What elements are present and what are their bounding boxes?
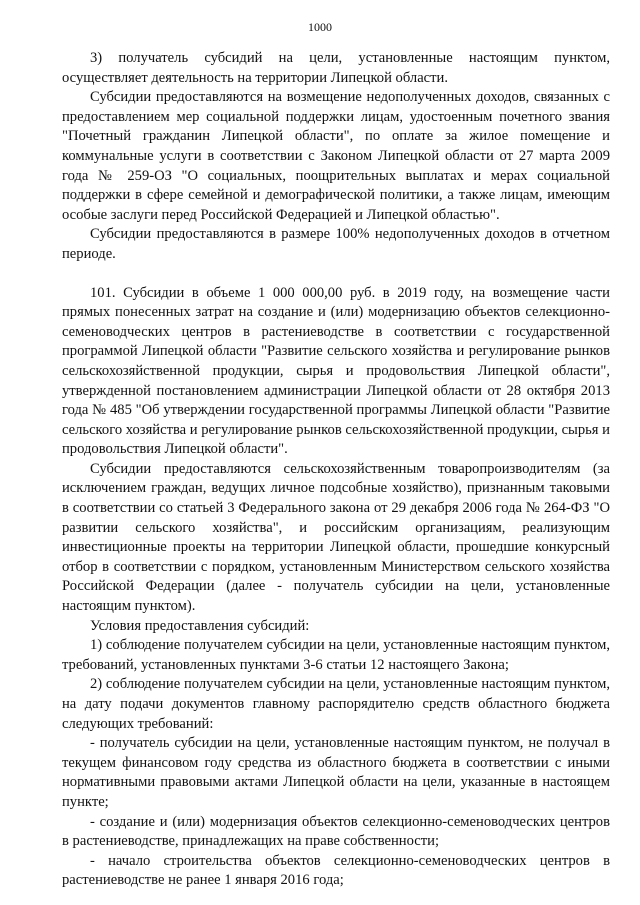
paragraph-recipient-territory: 3) получатель субсидий на цели, установленные настоящим пунктом, осуществляет деятельность на территории Липецкой области.	[62, 50, 610, 86]
paragraph-requirement-no-funds: - получатель субсидии на цели, установленные настоящим пунктом, не получал в текущем финансовом году средства из областного бюджета в соответствии с иными нормативными правовыми актами Липецкой области на цели, указанные в настоящем пункте;	[62, 735, 610, 810]
paragraph-condition-2: 2) соблюдение получателем субсидии на цели, установленные настоящим пунктом, на дату подачи документов главному распорядителю средств областного бюджета следующих требований:	[62, 676, 610, 732]
paragraph-gap	[62, 265, 610, 284]
paragraph-requirement-start-date: - начало строительства объектов селекционно-семеноводческих центров в растениеводстве не ранее 1 января 2016 года;	[62, 852, 610, 889]
page-number: 1000	[308, 20, 332, 34]
paragraph-recipients: Субсидии предоставляются сельскохозяйственным товаропроизводителям (за исключением граждан, ведущих личное подсобные хозяйство), признанным таковыми в соответствии со статьей 3 Федерального закона от 29 декабря 2006 года № 264-ФЗ "О развитии сельского хозяйства", и российским организациям, реализующим инвестиционные проекты на территории Липецкой области, прошедшие конкурсный отбор в соответствии с порядком, установленным Министерством сельского хозяйства Российской Федерации (далее - получатель субсидии на цели, установленные настоящим пунктом).	[62, 460, 610, 615]
paragraph-conditions-heading: Условия предоставления субсидий:	[90, 617, 310, 634]
paragraph-condition-1: 1) соблюдение получателем субсидии на цели, установленные настоящим пунктом, требований, установленных пунктами 3-6 статьи 12 настоящего Закона;	[62, 637, 610, 673]
paragraph-item-101: 101. Субсидии в объеме 1 000 000,00 руб. в 2019 году, на возмещение части прямых понесенных затрат на создание и (или) модернизацию объектов селекционно-семеноводческих центров в растениеводстве в соответствии с государственной программой Липецкой области "Развитие сельского хозяйства и регулирование рынков сельскохозяйственной продукции, сырья и продовольствия Липецкой области", утвержденной постановлением администрации Липецкой области от 28 октября 2013 года № 485 "Об утверждении государственной программы Липецкой области "Развитие сельского хозяйства и регулирование рынков сельскохозяйственной продукции, сырья и продовольствия Липецкой области".	[62, 284, 610, 458]
paragraph-subsidy-purpose: Субсидии предоставляются на возмещение недополученных доходов, связанных с предоставлением мер социальной поддержки лицам, удостоенным почетного звания "Почетный гражданин Липецкой области", по оплате за жилое помещение и коммунальные услуги в соответствии с Законом Липецкой области от 27 марта 2009 года № 259-ОЗ "О социальных, поощрительных выплатах и мерах социальной поддержки в сфере семейной и демографической политики, а также лицам, имеющим особые заслуги перед Российской Федерацией и Липецкой областью".	[62, 89, 610, 223]
paragraph-requirement-ownership: - создание и (или) модернизация объектов селекционно-семеноводческих центров в растениеводстве, принадлежащих на праве собственности;	[62, 813, 610, 850]
document-body	[62, 49, 610, 891]
paragraph-subsidy-amount: Субсидии предоставляются в размере 100% недополученных доходов в отчетном периоде.	[62, 226, 610, 262]
